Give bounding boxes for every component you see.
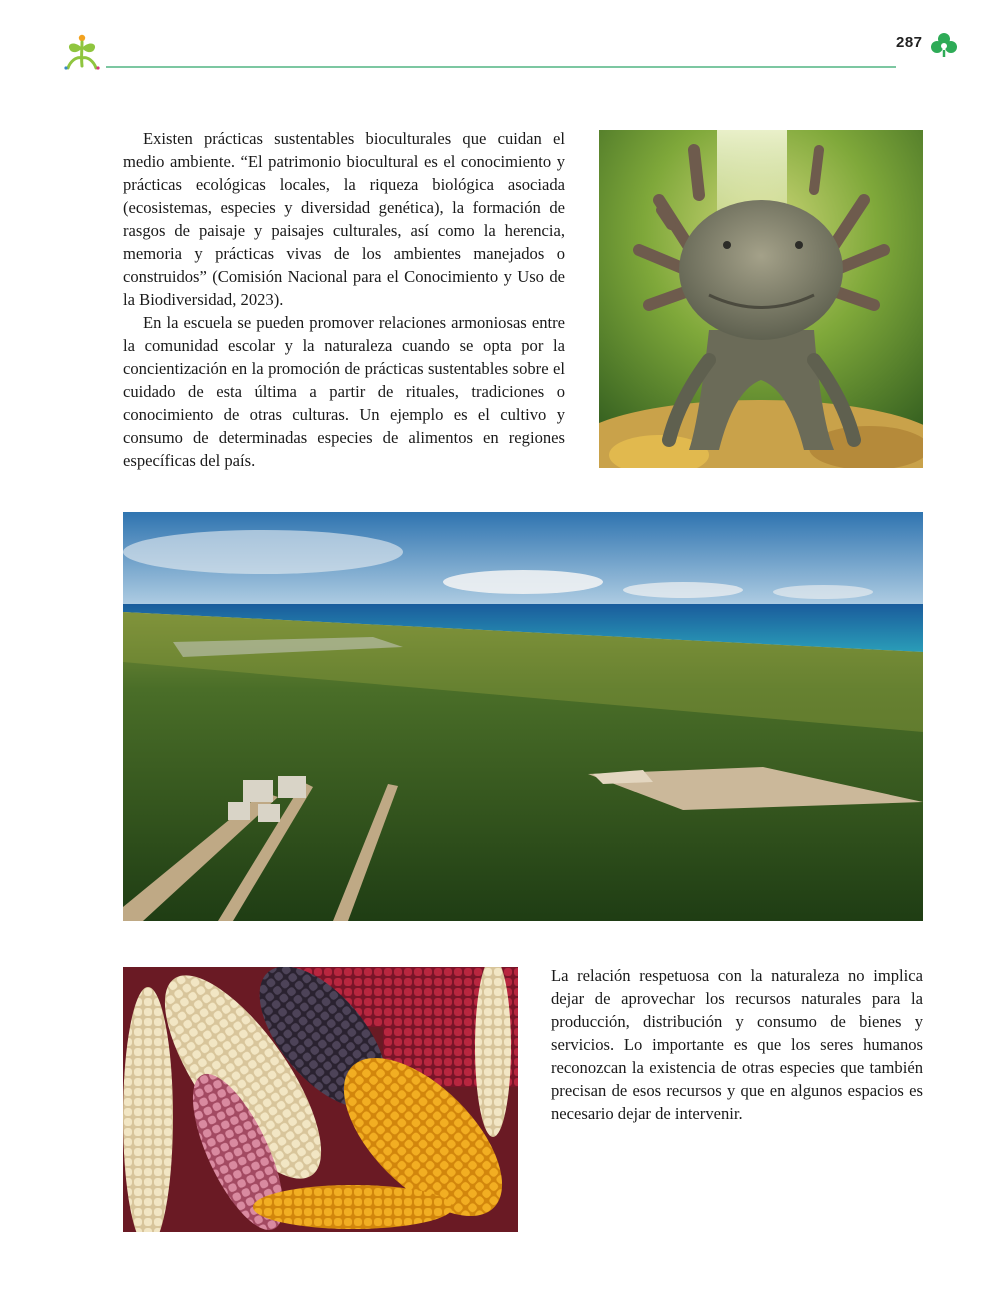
coastal-jungle-aerial-photo (123, 512, 923, 921)
native-corn-photo (123, 967, 518, 1232)
paragraph-biocultural-heritage: Existen prácticas sustentables bioculturales que cuidan el medio ambiente. “El patrimonio biocultural es el conocimiento y prácticas ecológicas locales, la riqueza biológica asociada (ecosistemas, especies y diversidad genética), la formación de rasgos de paisaje y paisajes culturales, así como la herencia, memoria y prácticas vivas de los ambientes manejados o construidos” (Comisión Nacional para el Conocimiento y Uso de la Biodiversidad, 2023). (123, 129, 565, 309)
header-rule (106, 66, 896, 68)
clover-icon (930, 32, 958, 58)
paragraph-school-practices: En la escuela se pueden promover relaciones armoniosas entre la comunidad escolar y la naturaleza cuando se opta por la concientización en la promoción de prácticas sustentables sobre el cuidado de esta última a partir de rituales, tradiciones o conocimiento de otras culturas. Un ejemplo es el cultivo y consumo de determinadas especies de alimentos en regiones específicas del país. (123, 313, 565, 470)
page-number: 287 (896, 34, 923, 51)
closing-text-block (551, 964, 923, 1125)
intro-text-block (123, 127, 565, 472)
flower-sprout-icon (62, 32, 102, 72)
paragraph-respectful-relationship: La relación respetuosa con la naturaleza no implica dejar de aprovechar los recursos naturales para la producción, distribución y consumo de bienes y servicios. Lo importante es que los seres humanos reconozcan la existencia de otras especies que también precisan de esos recursos y que en algunos espacios es necesario dejar de intervenir. (551, 966, 923, 1123)
axolotl-photo (599, 130, 923, 468)
